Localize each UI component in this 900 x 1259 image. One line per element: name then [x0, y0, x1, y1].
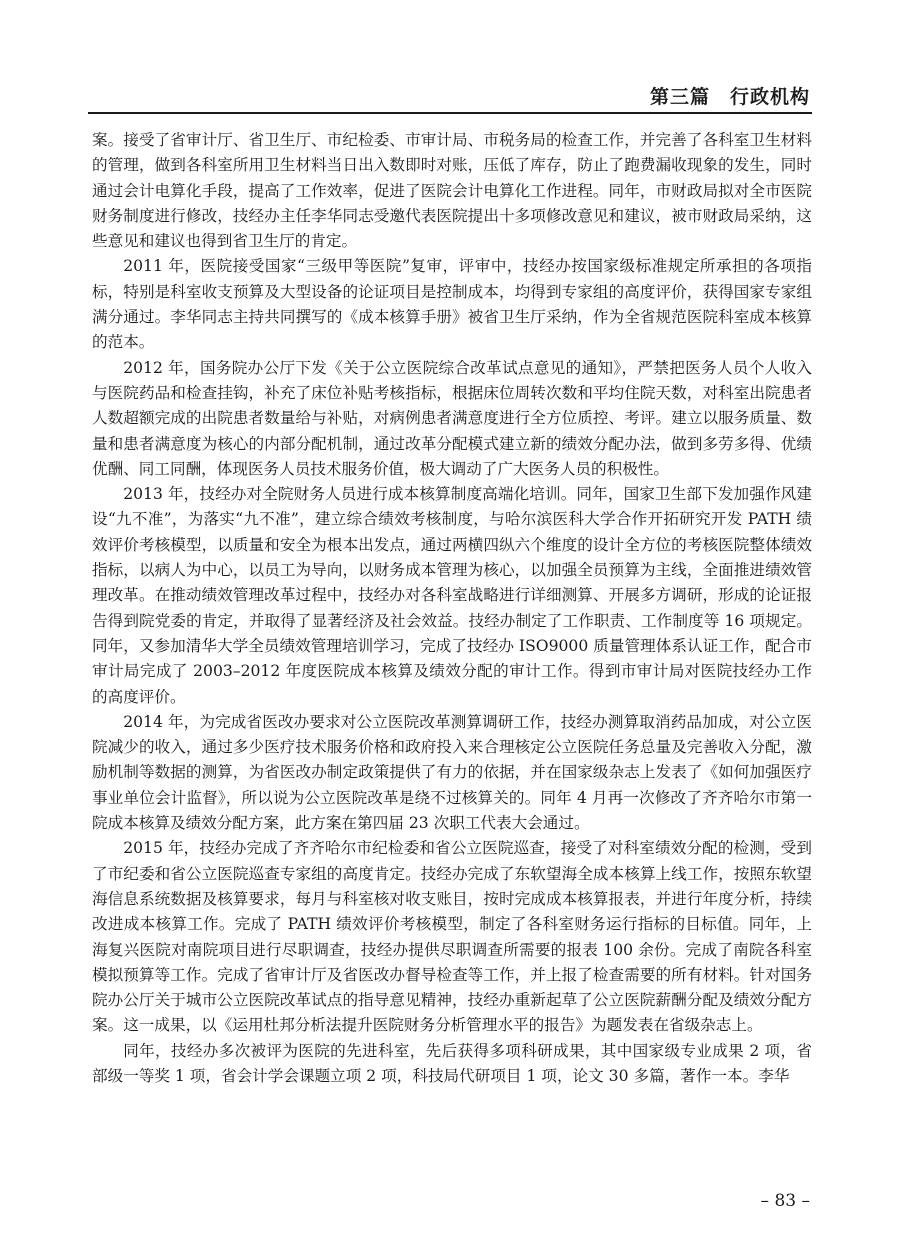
paragraph: 2011 年，医院接受国家“三级甲等医院”复审，评审中，技经办按国家级标准规定所承担的各项指标，特别是科室收支预算及大型设备的论证项目是控制成本，均得到专家组的高度评价，获得国家专家组满分通过。李华同志主持共同撰写的《成本核算手册》被省卫生厅采纳，作为全省规范医院科室成本核算的范本。 — [92, 257, 812, 352]
paragraph: 2014 年，为完成省医改办要求对公立医院改革测算调研工作，技经办测算取消药品加成，对公立医院减少的收入，通过多少医疗技术服务价格和政府投入来合理核定公立医院任务总量及完善收入分配，激励机制等数据的测算，为省医改办制定政策提供了有力的依据，并在国家级杂志上发表了《如何加强医疗事业单位会计监督》，所以说为公立医院改革是绕不过核算关的。同年 4 月再一次修改了齐齐哈尔市第一院成本核算及绩效分配方案，此方案在第四届 23 次职工代表大会通过。 — [92, 712, 812, 833]
body-text — [92, 128, 812, 1089]
paragraph: 案。接受了省审计厅、省卫生厅、市纪检委、市审计局、市税务局的检查工作，并完善了各科室卫生材料的管理，做到各科室所用卫生材料当日出入数即时对账，压低了库存，防止了跑费漏收现象的发生，同时通过会计电算化手段，提高了工作效率，促进了医院会计电算化工作进程。同年，市财政局拟对全市医院财务制度进行修改，技经办主任李华同志受邀代表医院提出十多项修改意见和建议，被市财政局采纳，这些意见和建议也得到省卫生厅的肯定。 — [92, 131, 812, 251]
page-number: – 83 – — [760, 1191, 810, 1211]
paragraph: 同年，技经办多次被评为医院的先进科室，先后获得多项科研成果，其中国家级专业成果 2 项，省部级一等奖 1 项，省会计学会课题立项 2 项，科技局代研项目 1 项，论文 30 多篇，著作一本。李华 — [92, 1041, 812, 1085]
running-header — [88, 82, 812, 114]
paragraph: 2013 年，技经办对全院财务人员进行成本核算制度高端化培训。同年，国家卫生部下发加强作风建设“九不准”，为落实“九不准”，建立综合绩效考核制度，与哈尔滨医科大学合作开拓研究开发 PATH 绩效评价考核模型，以质量和安全为根本出发点，通过两横四纵六个维度的设计全方位的考核医院整体绩效指标，以病人为中心，以员工为导向，以财务成本管理为核心，以加强全员预算为主线，全面推进绩效管理改革。在推动绩效管理改革过程中，技经办对各科室战略进行详细测算、开展多方调研，形成的论证报告得到院党委的肯定，并取得了显著经济及社会效益。技经办制定了工作职责、工作制度等 16 项规定。同年，又参加清华大学全员绩效管理培训学习，完成了技经办 ISO9000 质量管理体系认证工作，配合市审计局完成了 2003–2012 年度医院成本核算及绩效分配的审计工作。得到市审计局对医院技经办工作的高度评价。 — [92, 485, 812, 706]
paragraph: 2012 年，国务院办公厅下发《关于公立医院综合改革试点意见的通知》，严禁把医务人员个人收入与医院药品和检查挂钩，补充了床位补贴考核指标，根据床位周转次数和平均住院天数，对科室出院患者人数超额完成的出院患者数量给与补贴，对病例患者满意度进行全方位质控、考评。建立以服务质量、数量和患者满意度为核心的内部分配机制，通过改革分配模式建立新的绩效分配办法，做到多劳多得、优绩优酬、同工同酬，体现医务人员技术服务价值，极大调动了广大医务人员的积极性。 — [92, 358, 812, 478]
section-title: 第三篇 行政机构 — [649, 86, 810, 108]
paragraph: 2015 年，技经办完成了齐齐哈尔市纪检委和省公立医院巡查，接受了对科室绩效分配的检测，受到了市纪委和省公立医院巡查专家组的高度肯定。技经办完成了东软望海全成本核算上线工作，按照东软望海信息系统数据及核算要求，每月与科室核对收支账目，按时完成成本核算报表，并进行年度分析，持续改进成本核算工作。完成了 PATH 绩效评价考核模型，制定了各科室财务运行指标的目标值。同年，上海复兴医院对南院项目进行尽职调查，技经办提供尽职调查所需要的报表 100 余份。完成了南院各科室模拟预算等工作。完成了省审计厅及省医改办督导检查等工作，并上报了检查需要的所有材料。针对国务院办公厅关于城市公立医院改革试点的指导意见精神，技经办重新起草了公立医院薪酬分配及绩效分配方案。这一成果，以《运用杜邦分析法提升医院财务分析管理水平的报告》为题发表在省级杂志上。 — [92, 839, 812, 1035]
